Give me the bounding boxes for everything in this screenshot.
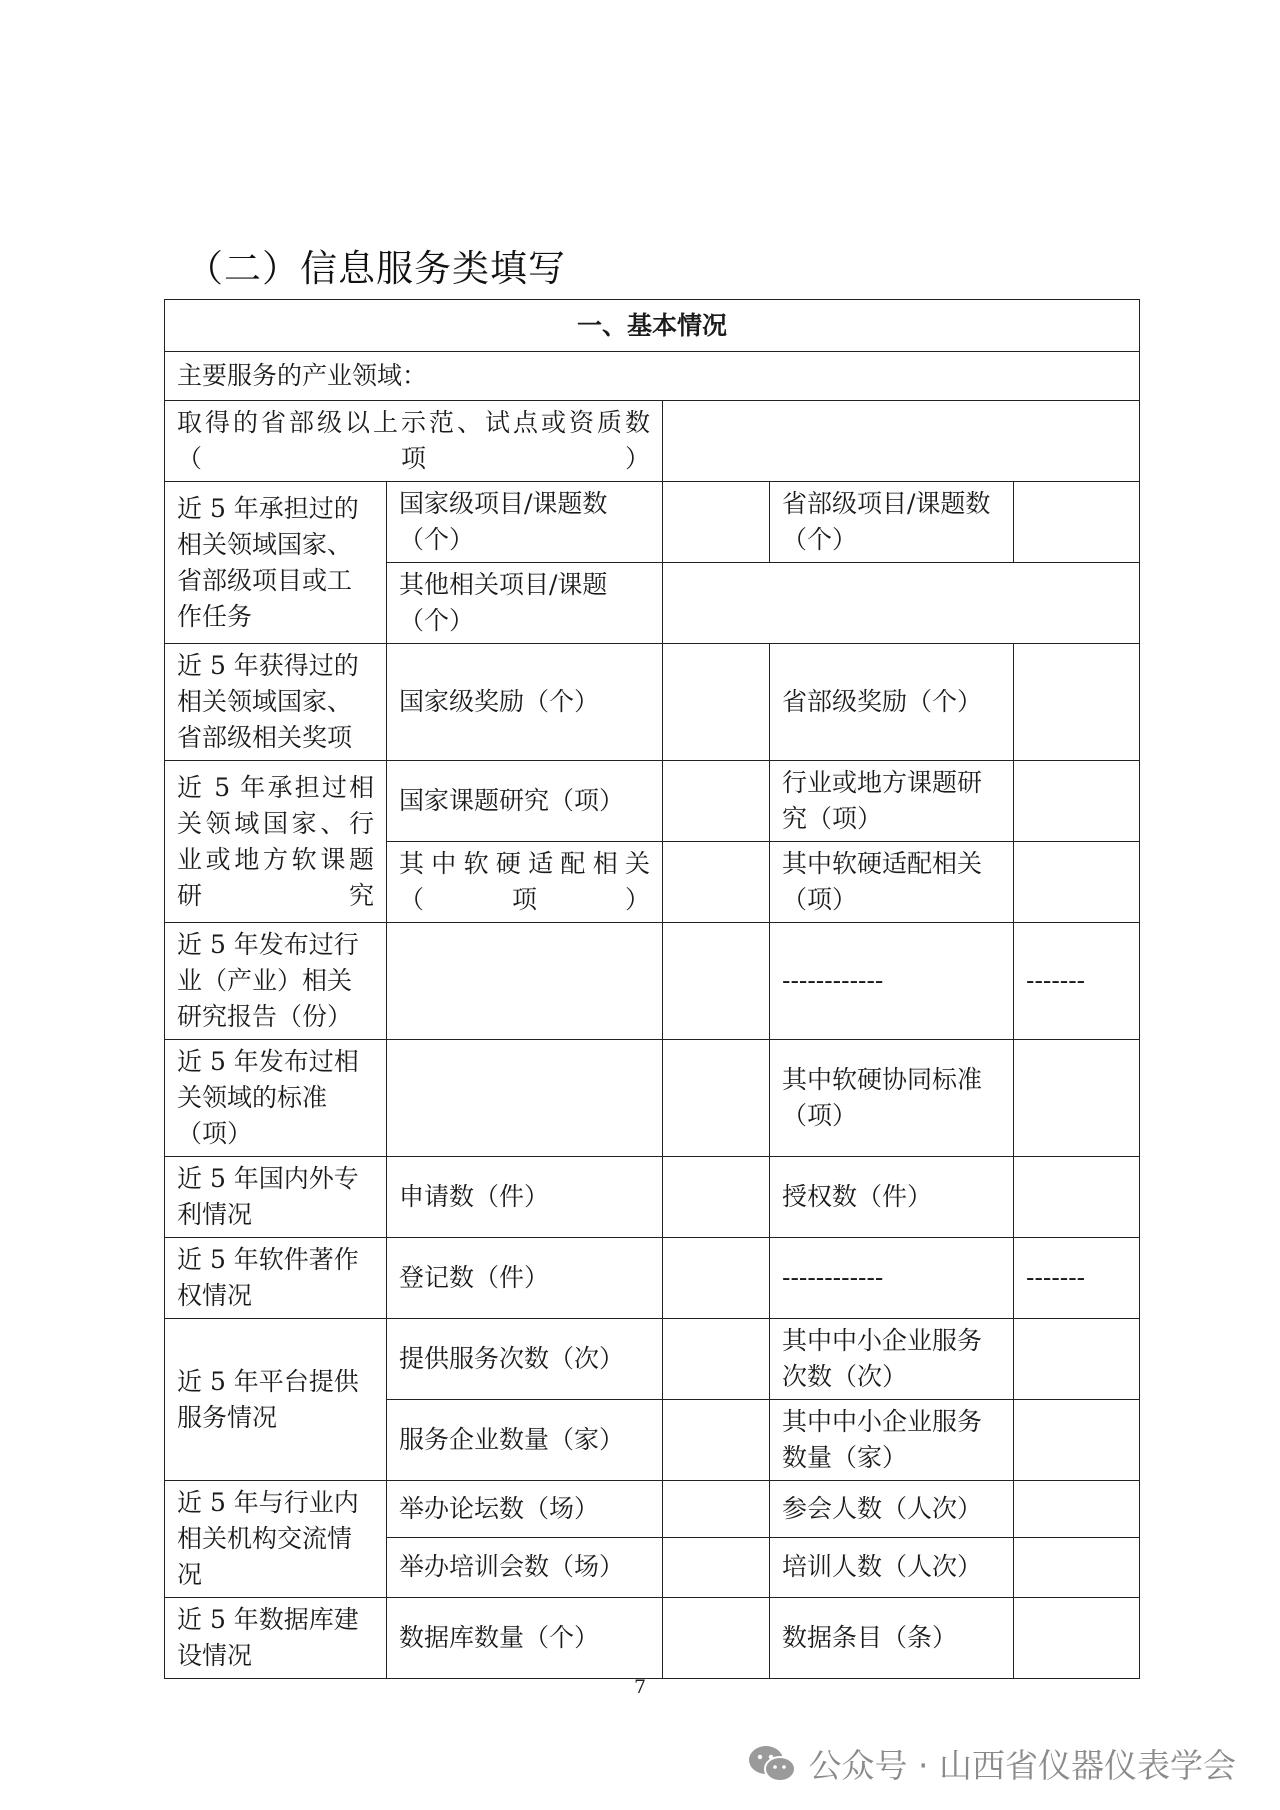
provincial-awards-label: 省部级奖励（个） xyxy=(770,644,1014,761)
page-number: 7 xyxy=(633,1676,647,1698)
cooperative-standards-label: 其中软硬协同标准（项） xyxy=(770,1040,1014,1157)
db-count-label: 数据库数量（个） xyxy=(387,1598,663,1679)
watermark xyxy=(747,1740,1236,1787)
db-entries-label: 数据条目（条） xyxy=(770,1598,1014,1679)
standards-value-a[interactable] xyxy=(387,1040,663,1157)
watermark-text: 公众号 · 山西省仪器仪表学会 xyxy=(808,1746,1236,1785)
national-awards-label: 国家级奖励（个） xyxy=(387,644,663,761)
national-projects-label: 国家级项目/课题数（个） xyxy=(387,482,663,563)
reports-value-a[interactable] xyxy=(387,923,663,1040)
attendees-value[interactable] xyxy=(1014,1481,1140,1538)
national-awards-value[interactable] xyxy=(663,644,770,761)
patents-applied-value[interactable] xyxy=(663,1157,770,1238)
exchange-label: 近 5 年与行业内相关机构交流情况 xyxy=(165,1481,387,1598)
forums-value[interactable] xyxy=(663,1481,770,1538)
trainings-label: 举办培训会数（场） xyxy=(387,1537,663,1597)
patents-label: 近 5 年国内外专利情况 xyxy=(165,1157,387,1238)
provincial-awards-value[interactable] xyxy=(1014,644,1140,761)
sme-times-value[interactable] xyxy=(1014,1319,1140,1400)
industry-research-label: 行业或地方课题研究（项） xyxy=(770,761,1014,842)
trainees-value[interactable] xyxy=(1014,1537,1140,1597)
demo-count-label: 取得的省部级以上示范、试点或资质数（项） xyxy=(165,401,663,482)
provincial-projects-value[interactable] xyxy=(1014,482,1140,563)
software-label: 近 5 年软件著作权情况 xyxy=(165,1238,387,1319)
forums-label: 举办论坛数（场） xyxy=(387,1481,663,1538)
platform-label: 近 5 年平台提供服务情况 xyxy=(165,1319,387,1481)
standards-value-b[interactable] xyxy=(663,1040,770,1157)
attendees-label: 参会人数（人次） xyxy=(770,1481,1014,1538)
trainings-value[interactable] xyxy=(663,1537,770,1597)
service-times-label: 提供服务次数（次） xyxy=(387,1319,663,1400)
national-projects-value[interactable] xyxy=(663,482,770,563)
other-projects-label: 其他相关项目/课题（个） xyxy=(387,563,663,644)
adapted-research-label-b: 其中软硬适配相关（项） xyxy=(770,842,1014,923)
software-registered-label: 登记数（件） xyxy=(387,1238,663,1319)
patents-applied-label: 申请数（件） xyxy=(387,1157,663,1238)
soft-research-label: 近 5 年承担过相关领域国家、行业或地方软课题研究 xyxy=(165,761,387,923)
database-label: 近 5 年数据库建设情况 xyxy=(165,1598,387,1679)
other-projects-value[interactable] xyxy=(663,563,1140,644)
service-times-value[interactable] xyxy=(663,1319,770,1400)
enterprise-count-value[interactable] xyxy=(663,1400,770,1481)
awards-label: 近 5 年获得过的相关领域国家、省部级相关奖项 xyxy=(165,644,387,761)
software-dash-short: ------- xyxy=(1014,1238,1140,1319)
table-title: 一、基本情况 xyxy=(165,300,1140,352)
software-dash-long: ------------ xyxy=(770,1238,1014,1319)
industry-field-label: 主要服务的产业领域： xyxy=(165,352,1140,401)
section-heading: （二）信息服务类填写 xyxy=(186,247,566,290)
adapted-research-label-a: 其中软硬适配相关（项） xyxy=(387,842,663,923)
basic-info-table xyxy=(164,299,1140,1679)
reports-dash-long: ------------ xyxy=(770,923,1014,1040)
provincial-projects-label: 省部级项目/课题数（个） xyxy=(770,482,1014,563)
national-research-label: 国家课题研究（项） xyxy=(387,761,663,842)
standards-label: 近 5 年发布过相关领域的标准（项） xyxy=(165,1040,387,1157)
reports-label: 近 5 年发布过行业（产业）相关研究报告（份） xyxy=(165,923,387,1040)
software-registered-value[interactable] xyxy=(663,1238,770,1319)
national-research-value[interactable] xyxy=(663,761,770,842)
trainees-label: 培训人数（人次） xyxy=(770,1537,1014,1597)
sme-count-value[interactable] xyxy=(1014,1400,1140,1481)
sme-times-label: 其中中小企业服务次数（次） xyxy=(770,1319,1014,1400)
sme-count-label: 其中中小企业服务数量（家） xyxy=(770,1400,1014,1481)
patents-granted-label: 授权数（件） xyxy=(770,1157,1014,1238)
demo-count-value[interactable] xyxy=(663,401,1140,482)
reports-dash-short: ------- xyxy=(1014,923,1140,1040)
db-entries-value[interactable] xyxy=(1014,1598,1140,1679)
projects-label: 近 5 年承担过的相关领域国家、省部级项目或工作任务 xyxy=(165,482,387,644)
reports-value-b[interactable] xyxy=(663,923,770,1040)
wechat-icon xyxy=(747,1744,797,1784)
cooperative-standards-value[interactable] xyxy=(1014,1040,1140,1157)
adapted-research-value-b[interactable] xyxy=(1014,842,1140,923)
adapted-research-value-a[interactable] xyxy=(663,842,770,923)
patents-granted-value[interactable] xyxy=(1014,1157,1140,1238)
industry-research-value[interactable] xyxy=(1014,761,1140,842)
db-count-value[interactable] xyxy=(663,1598,770,1679)
enterprise-count-label: 服务企业数量（家） xyxy=(387,1400,663,1481)
